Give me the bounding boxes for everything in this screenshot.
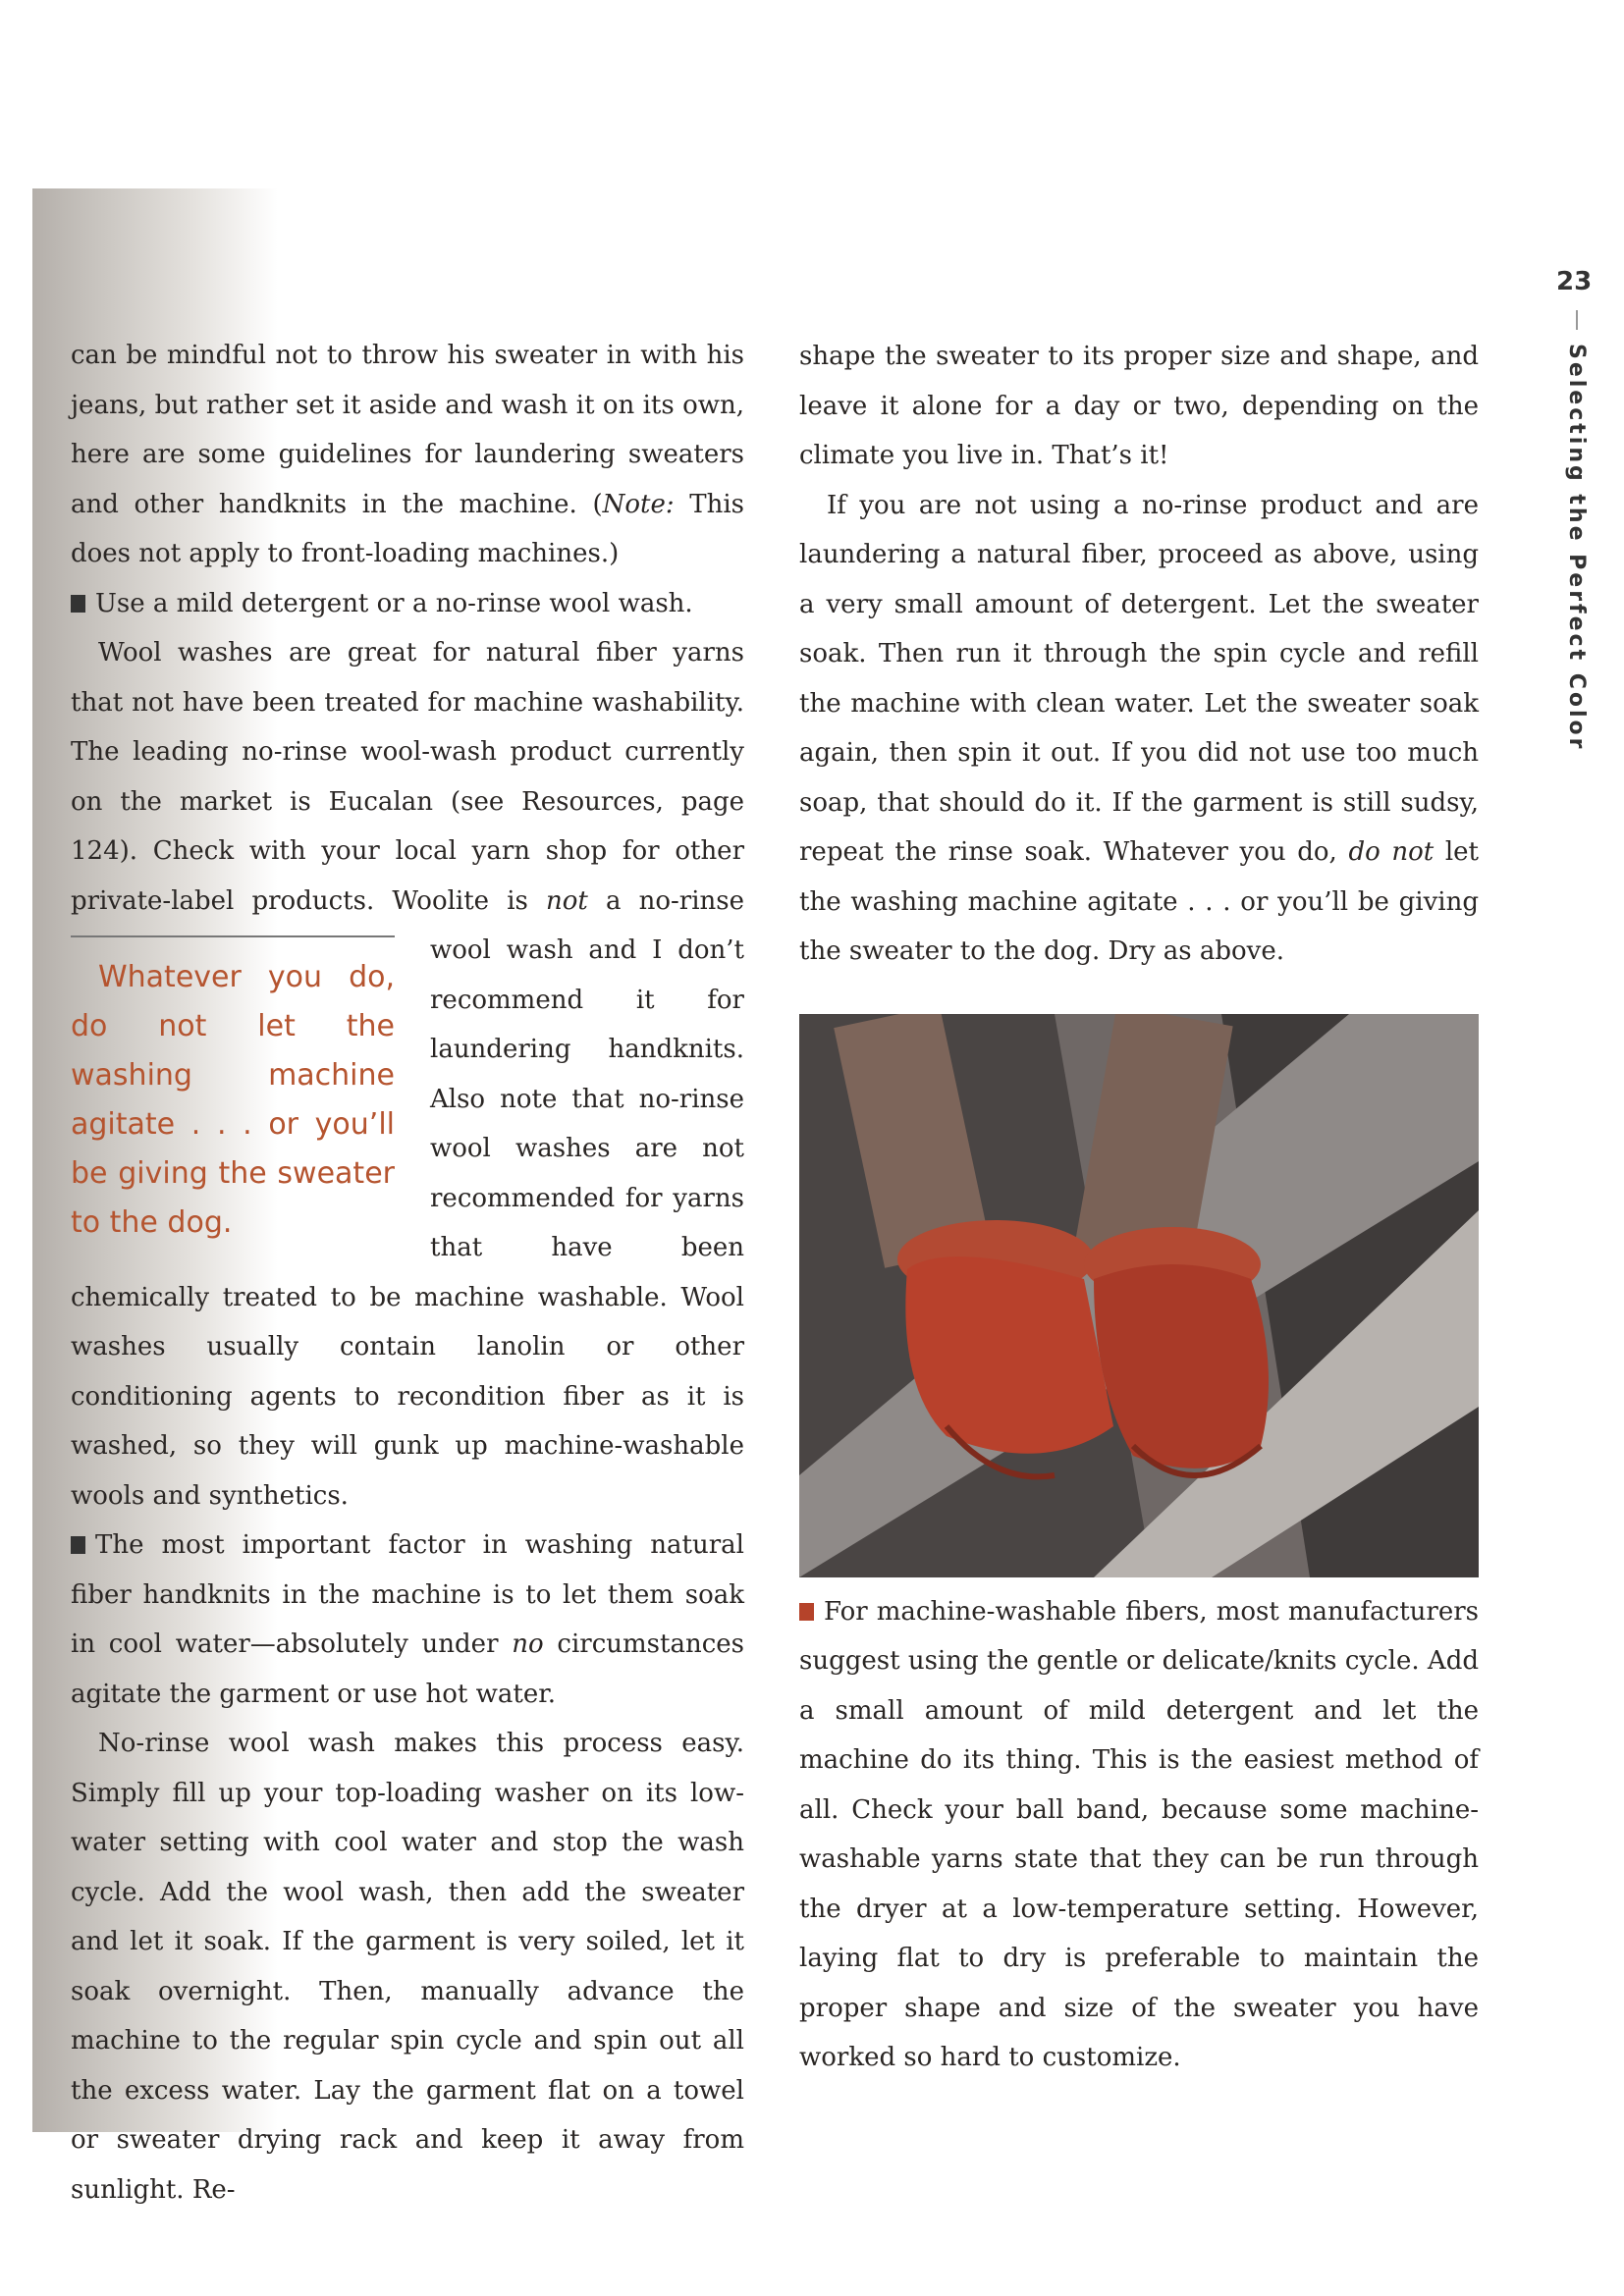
paragraph-no-rinse-process: No-rinse wool wash makes this process easy. Simply fill up your top-loading washer on its low-water setting with cool water and stop the wash cycle. Add the wool wash, then add the sweater and let it soak. If the garment is very soiled, let it soak overnight. Then, manually advance the machine to the regular spin cycle and spin out all the excess water. Lay the garment flat on a towel or sweater drying rack and keep it away from sunlight. Re- [71,1729,744,2205]
right-column [799,332,1479,2083]
paragraph-reshape: shape the sweater to its proper size and shape, and leave it alone for a day or two, depending on the climate you live in. That’s it! [799,342,1479,470]
pull-quote: Whatever you do, do not let the washing machine agitate . . . or you’ll be giving the sweater to the dog. [71,935,395,1248]
paragraph-detergent-method: If you are not using a no-rinse product and are laundering a natural fiber, proceed as above, using a very small amount of detergent. Let the sweater soak. Then run it through the spin cycle and refill the machine with clean water. Let the sweater soak again, then spin it out. If you did not use too much soap, that should do it. If the garment is still sudsy, repeat the rinse soak. Whatever you do, do not let the washing machine agitate . . . or you’ll be giving the sweater to the dog. Dry as above. [799,490,1479,966]
bullet-square-icon [799,1603,814,1621]
gloves-photo-icon [799,1014,1479,1577]
paragraph-intro: can be mindful not to throw his sweater in with his jeans, but rather set it aside and wash it on its own, here are some guidelines for laundering sweaters and other handknits in the machine. (Note: This does not apply to front-loading machines.) [71,341,744,568]
bullet-item-soak: The most important factor in washing natural fiber handknits in the machine is to let them soak in cool water—absolutely under no circumstances agitate the garment or use hot water. [71,1530,744,1709]
running-head-divider [1576,310,1578,330]
bullet-item-machine-washable: For machine-washable fibers, most manufacturers suggest using the gentle or delicate/knits cycle. Add a small amount of mild detergent and let the machine do its thing. This is the easiest method of all. Check your ball band, because some machine-washable yarns state that they can be run through the dryer at a low-temperature setting. However, laying flat to dry is preferable to maintain the proper shape and size of the sweater you have worked so hard to customize. [799,1596,1479,2072]
page-number: 23 [1556,267,1593,296]
paragraph-wool-wash: Wool washes are great for natural fiber yarns that not have been treated for machine washability. The leading no-rinse wool-wash product currently on the market is Eucalan (see Resources, page 124). Check with your local yarn shop for other private-label products. Woolite is not Whatever you do, do not let the washing machine agitate . . . or you’ll be giving the sweater to the dog. a no-rinse wool wash and I don’t recommend it for laundering handknits. Also note that no-rinse wool washes are not recommended for yarns that have been chemically treated to be machine washable. Wool washes usually contain lanolin or other conditioning agents to recondition fiber as it is washed, so they will gunk up machine-washable wools and synthetics. [71,638,744,1511]
left-column [71,331,744,2215]
running-head: Selecting the Perfect Color [1564,344,1589,752]
gloves-photo [799,1014,1479,1577]
bullet-item-detergent: Use a mild detergent or a no-rinse wool wash. [71,579,744,629]
bullet-square-icon [71,595,85,613]
text-with-pullquote: Whatever you do, do not let the washing machine agitate . . . or you’ll be giving the sweater to the dog. a no-rinse wool wash and I don’t recommend it for laundering handknits. Also note that no-rinse wool washes are not recommended for yarns that have been chemically treated to be machine washable. Wool washes usually contain lanolin or other conditioning agents to recondition fiber as it is washed, so they will gunk up machine-washable wools and synthetics. [71,885,744,1511]
bullet-square-icon [71,1536,85,1554]
